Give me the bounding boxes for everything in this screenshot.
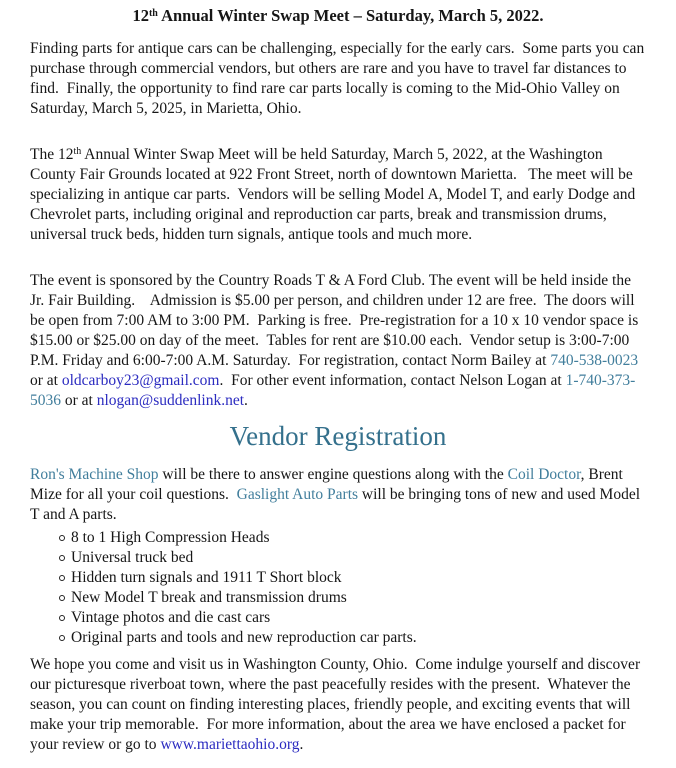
- parts-list-item: Hidden turn signals and 1911 T Short block: [30, 568, 646, 588]
- closing-paragraph: [30, 655, 646, 755]
- sponsor-info-paragraph: [30, 271, 646, 411]
- text-run: will be bringing tons of new and used Model T and A parts.: [30, 486, 644, 523]
- parts-list-item: Original parts and tools and new reproduction car parts.: [30, 628, 646, 648]
- phone-link-nelson-logan[interactable]: 1-740-373-5036: [30, 372, 636, 409]
- text-run: 12: [132, 6, 149, 25]
- text-run: We hope you come and visit us in Washington County, Ohio. Come indulge yourself and discover our picturesque riverboat town, where the past peacefully resides with the present. Whatever the season, you can count on finding interesting places, friendly people, and exciting events that will make your trip memorable. For more information, about the area we have enclosed a packet for your review or go to: [30, 656, 644, 753]
- vendor-registration-heading: Vendor Registration: [229, 421, 447, 451]
- text-run: .: [244, 392, 248, 409]
- parts-list-item: Vintage photos and die cast cars: [30, 608, 646, 628]
- text-run: .: [299, 736, 304, 753]
- text-run: Finding parts for antique cars can be challenging, especially for the early cars. Some parts you can purchase through commercial vendors, but others are rare and you have to travel far distances to find. Finally, the opportunity to find rare car parts locally is coming to the Mid-Ohio Valley on Saturday, March 5, 2025, in Marietta, Ohio.: [30, 40, 649, 117]
- event-details-paragraph: [30, 145, 646, 245]
- text-run: . For other event information, contact Nelson Logan at: [219, 372, 566, 389]
- document-title: [30, 5, 646, 26]
- parts-list: [30, 528, 646, 648]
- text-run: or at: [30, 352, 643, 389]
- link-coil-doctor[interactable]: Coil Doctor: [507, 466, 581, 483]
- text-run: The 12: [30, 146, 74, 163]
- parts-list-item: New Model T break and transmission drums: [30, 588, 646, 608]
- superscript-text: th: [148, 8, 158, 19]
- link-rons-machine-shop[interactable]: Ron's Machine Shop: [30, 466, 159, 483]
- text-run: The event is sponsored by the Country Roads T & A Ford Club. The event will be held inside the Jr. Fair Building. Admission is $5.00 per person, and children under 12 are free. The doors will be open from 7:00 AM to 3:00 PM. Parking is free. Pre-registration for a 10 x 10 vendor space is $15.00 or $25.00 on day of the meet. Tables for rent are $10.00 each. Vendor setup is 3:00-7:00 P.M. Friday and 6:00-7:00 A.M. Saturday. For registration, contact Norm Bailey at: [30, 272, 643, 369]
- phone-link-norm-bailey[interactable]: 740-538-0023: [550, 352, 639, 369]
- text-run: or at: [61, 392, 97, 409]
- parts-list-item: Universal truck bed: [30, 548, 646, 568]
- link-mariettaohio[interactable]: www.mariettaohio.org: [160, 736, 300, 753]
- text-run: Annual Winter Swap Meet will be held Saturday, March 5, 2022, at the Washington County Fair Grounds located at 922 Front Street, north of downtown Marietta. The meet will be specializing in antique car parts. Vendors will be selling Model A, Model T, and early Dodge and Chevrolet parts, including original and reproduction car parts, break and transmission drums, universal truck beds, hidden turn signals, antique tools and much more.: [30, 146, 640, 243]
- vendors-paragraph: [30, 465, 646, 525]
- superscript-text: th: [73, 146, 82, 157]
- email-link-oldcarboy[interactable]: oldcarboy23@gmail.com: [61, 372, 220, 389]
- text-run: Annual Winter Swap Meet – Saturday, March 5, 2022.: [157, 6, 544, 25]
- link-gaslight-auto-parts[interactable]: Gaslight Auto Parts: [236, 486, 359, 503]
- intro-paragraph: [30, 39, 649, 119]
- text-run: , Brent Mize for all your coil questions.: [30, 466, 627, 503]
- parts-list-item: 8 to 1 High Compression Heads: [30, 528, 646, 548]
- email-link-nlogan[interactable]: nlogan@suddenlink.net: [96, 392, 245, 409]
- text-run: will be there to answer engine questions along with the: [158, 466, 508, 483]
